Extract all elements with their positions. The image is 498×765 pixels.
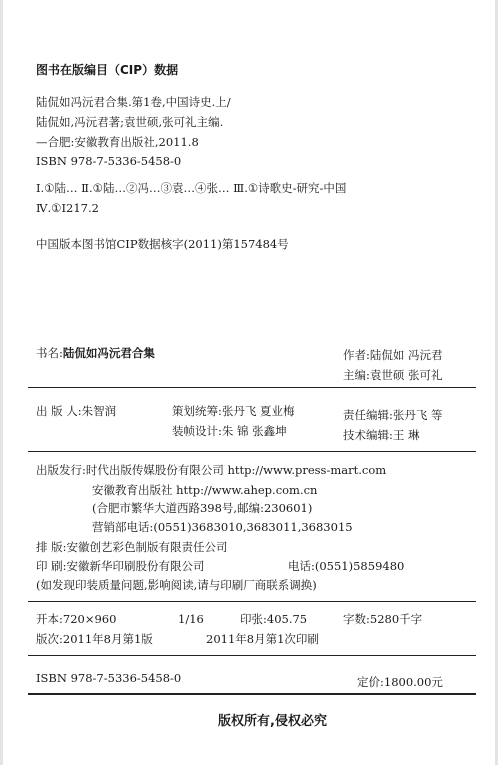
- cip-line-1: 陆侃如冯沅君合集.第1卷,中国诗史.上/: [36, 95, 231, 109]
- left-page-edge: [0, 0, 3, 765]
- divider: [28, 693, 476, 695]
- cip-isbn: ISBN 978-7-5336-5458-0: [36, 154, 182, 168]
- designers: 装帧设计:朱 锦 张鑫坤: [172, 424, 287, 438]
- word-count: 字数:5280千字: [343, 612, 423, 626]
- cip-heading: 图书在版编目（CIP）数据: [36, 63, 179, 77]
- printing-phone: 电话:(0551)5859480: [288, 559, 405, 573]
- format: 开本:720×960: [36, 612, 117, 626]
- cip-line-3: —合肥:安徽教育出版社,2011.8: [36, 135, 199, 149]
- book-authors: 作者:陆侃如 冯沅君: [343, 348, 443, 362]
- cip-line-2: 陆侃如,冯沅君著;袁世硕,张可礼主编.: [36, 115, 224, 129]
- book-title-label: 书名:: [36, 346, 63, 360]
- publishing-address: (合肥市繁华大道西路398号,邮编:230601): [92, 501, 313, 515]
- price: 定价:1800.00元: [357, 675, 443, 689]
- publishing-line-2: 安徽教育出版社 http://www.ahep.com.cn: [92, 483, 318, 497]
- cip-classification-2: Ⅳ.①I217.2: [36, 201, 99, 215]
- cip-record-number: 中国版本图书馆CIP数据核字(2011)第157484号: [36, 237, 289, 251]
- book-title: [36, 345, 155, 361]
- edition: 版次:2011年8月第1版: [36, 632, 153, 646]
- cip-classification-1: Ⅰ.①陆… Ⅱ.①陆…②冯…③袁…④张… Ⅲ.①诗歌史-研究-中国: [36, 181, 347, 195]
- tech-editor: 技术编辑:王 琳: [343, 428, 420, 442]
- responsible-editors: 责任编辑:张丹飞 等: [343, 408, 443, 422]
- footer-isbn: ISBN 978-7-5336-5458-0: [36, 671, 182, 685]
- planners: 策划统筹:张丹飞 夏业梅: [172, 404, 295, 418]
- printing-date: 2011年8月第1次印刷: [206, 632, 319, 646]
- divider: [28, 655, 476, 656]
- fold: 1/16: [178, 612, 204, 626]
- divider: [28, 451, 476, 452]
- marketing-phone: 营销部电话:(0551)3683010,3683011,3683015: [92, 520, 353, 534]
- book-title-text: 陆侃如冯沅君合集: [62, 346, 155, 360]
- typesetting: 排 版:安徽创艺彩色制版有限责任公司: [36, 540, 228, 554]
- book-editors: 主编:袁世硕 张可礼: [343, 368, 443, 382]
- divider: [28, 387, 476, 388]
- printing-company: 印 刷:安徽新华印刷股份有限公司: [36, 559, 205, 573]
- divider: [28, 601, 476, 602]
- sheets: 印张:405.75: [240, 612, 308, 626]
- publisher-person: 出 版 人:朱智润: [36, 404, 117, 418]
- copyright-notice: 版权所有,侵权必究: [218, 714, 327, 729]
- quality-note: (如发现印装质量问题,影响阅读,请与印刷厂商联系调换): [36, 578, 317, 592]
- publishing-line-1: 出版发行:时代出版传媒股份有限公司 http://www.press-mart.com: [36, 463, 387, 477]
